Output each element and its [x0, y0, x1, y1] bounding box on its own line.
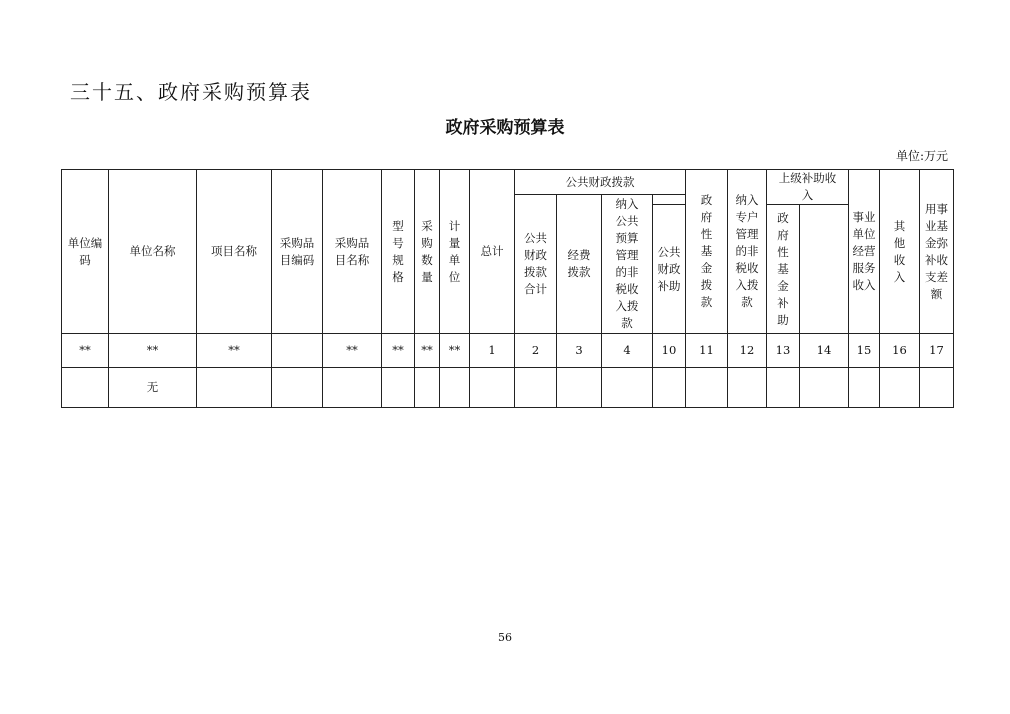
header-fund-offset: 用事业基金弥补收支差额 — [920, 170, 954, 334]
code-cell — [272, 334, 323, 368]
code-cell: 2 — [515, 334, 557, 368]
table-cell — [382, 368, 415, 408]
page-title: 政府采购预算表 — [445, 118, 565, 138]
header-business-income: 事业单位经营服务收入 — [849, 170, 880, 334]
code-cell: 11 — [686, 334, 728, 368]
table-cell — [440, 368, 470, 408]
code-cell: ** — [323, 334, 382, 368]
code-cell: 12 — [728, 334, 767, 368]
table-cell — [470, 368, 515, 408]
header-nontax-budget: 纳入公共预算管理的非税收入拨款 — [602, 195, 653, 334]
header-item-code: 采购品目编码 — [272, 170, 323, 334]
code-cell: ** — [382, 334, 415, 368]
header-other-income: 其他收入 — [880, 170, 920, 334]
header-unit-name: 单位名称 — [109, 170, 197, 334]
table-row — [62, 368, 954, 408]
table-cell — [800, 368, 849, 408]
table-cell — [653, 368, 686, 408]
code-cell: 10 — [653, 334, 686, 368]
header-total: 总计 — [470, 170, 515, 334]
code-cell: 17 — [920, 334, 954, 368]
column-code-row — [62, 334, 954, 368]
code-cell: ** — [62, 334, 109, 368]
table-cell — [920, 368, 954, 408]
code-cell: ** — [440, 334, 470, 368]
table-cell: 无 — [109, 368, 197, 408]
header-special-nontax: 纳入专户管理的非税收入拨款 — [728, 170, 767, 334]
header-quantity: 采购数量 — [415, 170, 440, 334]
table-cell — [197, 368, 272, 408]
code-cell: 1 — [470, 334, 515, 368]
table-cell — [415, 368, 440, 408]
procurement-budget-table — [61, 169, 954, 408]
header-superior-public-finance: 公共财政补助 — [653, 205, 686, 334]
code-cell: ** — [415, 334, 440, 368]
header-operating-funds: 经费拨款 — [557, 195, 602, 334]
table-cell — [849, 368, 880, 408]
header-item-name: 采购品目名称 — [323, 170, 382, 334]
section-heading: 三十五、政府采购预算表 — [70, 80, 312, 104]
header-unit-code: 单位编码 — [62, 170, 109, 334]
header-superior-gov-fund: 政府性基金补助 — [767, 205, 800, 334]
code-cell: 15 — [849, 334, 880, 368]
table-cell — [557, 368, 602, 408]
code-cell: 14 — [800, 334, 849, 368]
table-cell — [62, 368, 109, 408]
header-project-name: 项目名称 — [197, 170, 272, 334]
table-cell — [272, 368, 323, 408]
code-cell: 3 — [557, 334, 602, 368]
header-public-finance-total: 公共财政拨款合计 — [515, 195, 557, 334]
header-gov-fund: 政府性基金拨款 — [686, 170, 728, 334]
code-cell: ** — [109, 334, 197, 368]
table-cell — [323, 368, 382, 408]
table-cell — [880, 368, 920, 408]
page-number: 56 — [498, 631, 512, 644]
header-model-spec: 型号规格 — [382, 170, 415, 334]
code-cell: 13 — [767, 334, 800, 368]
unit-label: 单位:万元 — [895, 149, 948, 163]
code-cell: 16 — [880, 334, 920, 368]
header-measure-unit: 计量单位 — [440, 170, 470, 334]
table-cell — [728, 368, 767, 408]
table-cell — [686, 368, 728, 408]
header-public-finance-group: 公共财政拨款 — [515, 170, 686, 195]
code-cell: ** — [197, 334, 272, 368]
code-cell: 4 — [602, 334, 653, 368]
header-superior-subsidy-group: 上级补助收入 — [767, 170, 849, 205]
table-cell — [602, 368, 653, 408]
table-cell — [767, 368, 800, 408]
table-cell — [515, 368, 557, 408]
